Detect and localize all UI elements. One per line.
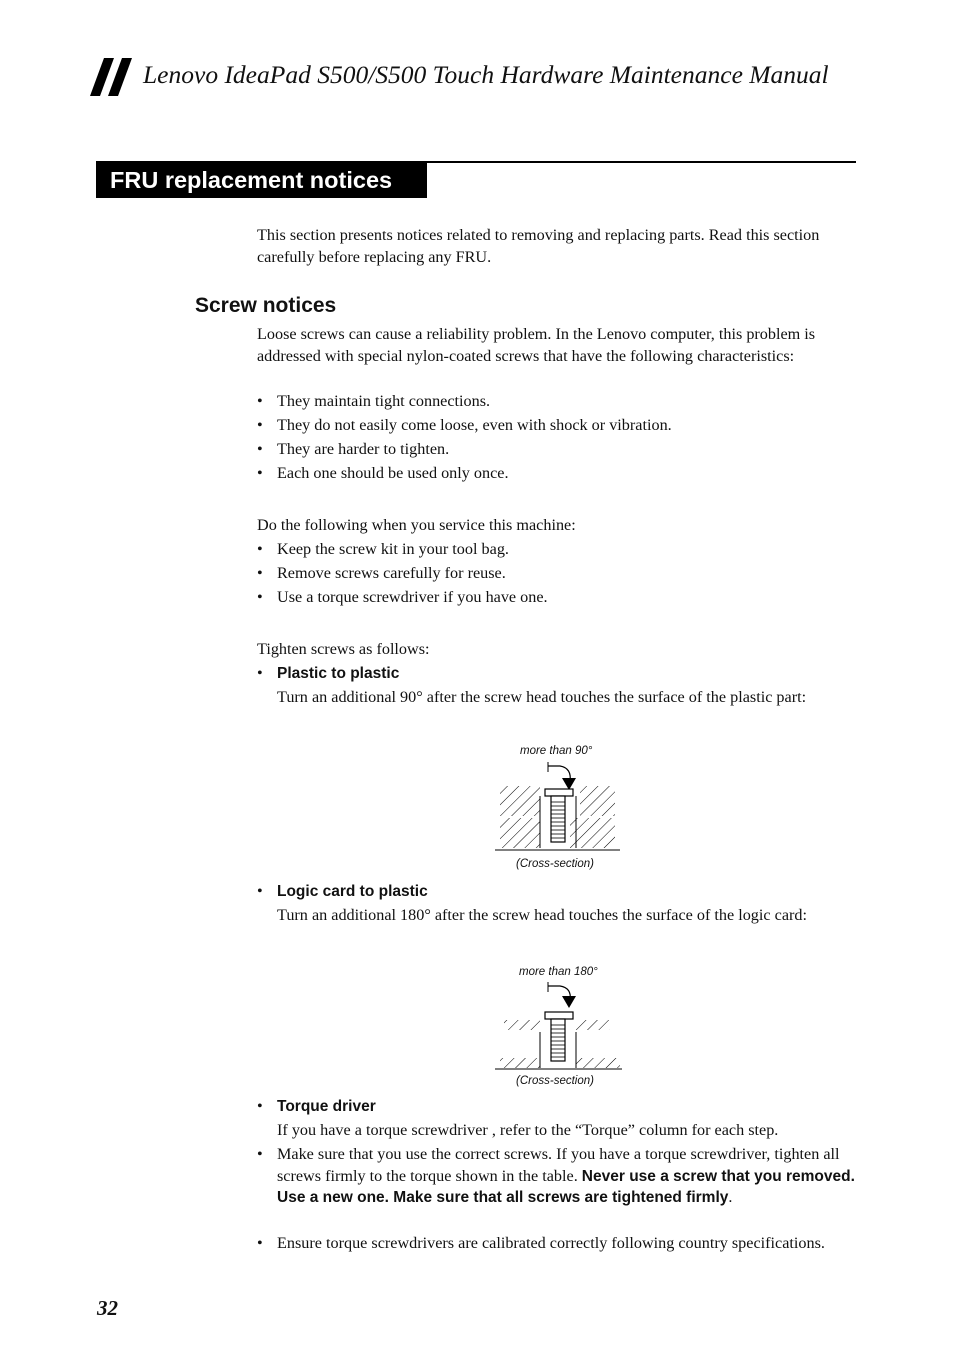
torque-bullet-text: Make sure that you use the correct screws. If you have a torque screwdriver, tighten all screws firmly to the torque shown in the table. [277, 1145, 840, 1185]
section-intro: This section presents notices related to removing and replacing parts. Read this section carefully before replacing any FRU. [257, 226, 820, 266]
logic-card-title: Logic card to plastic [277, 883, 428, 900]
plastic-text: Turn an additional 90° after the screw head touches the surface of the plastic part: [277, 688, 807, 706]
service-intro: Do the following when you service this machine: [257, 516, 576, 534]
logic-card-screw-diagram [490, 980, 630, 1075]
torque-text: If you have a torque screwdriver , refer to the “Torque” column for each step. [277, 1121, 779, 1139]
plastic-title: Plastic to plastic [277, 665, 400, 682]
screw-notices-intro: Loose screws can cause a reliability problem. In the Lenovo computer, this problem is addressed with special nylon-coated screws that have the following characteristics: [257, 325, 816, 365]
figure-caption: (Cross-section) [516, 858, 594, 870]
torque-title: Torque driver [277, 1098, 376, 1115]
torque-warning: Never use a screw that you removed. Use a new one. Make sure that all screws are tightened firmly [277, 1167, 855, 1206]
figure-label: more than 90° [520, 745, 593, 757]
screw-notices-heading: Screw notices [195, 294, 337, 317]
page-number: 32 [97, 1296, 118, 1320]
torque-calibration-text: Ensure torque screwdrivers are calibrated correctly following country specifications. [277, 1234, 825, 1252]
figure-caption: (Cross-section) [516, 1075, 594, 1087]
figure-label: more than 180° [519, 966, 598, 978]
header-slash-icon [90, 58, 136, 96]
section-title: FRU replacement notices [96, 163, 427, 198]
manual-title: Lenovo IdeaPad S500/S500 Touch Hardware Maintenance Manual [143, 60, 829, 89]
logic-card-text: Turn an additional 180° after the screw head touches the surface of the logic card: [277, 906, 807, 924]
tighten-intro: Tighten screws as follows: [257, 640, 430, 658]
plastic-screw-diagram [490, 758, 630, 858]
